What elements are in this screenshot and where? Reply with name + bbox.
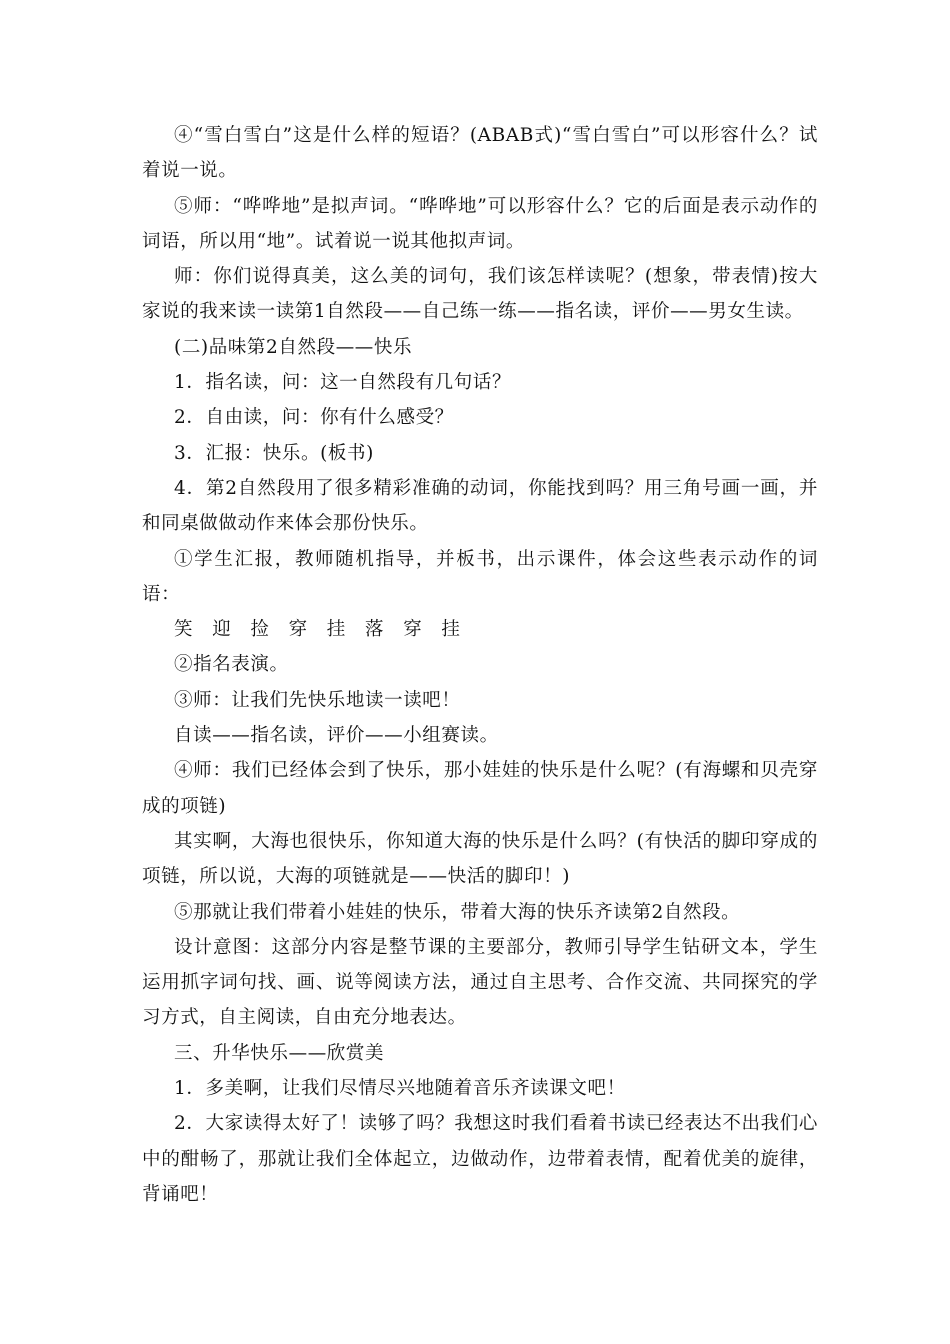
paragraph: ⑤那就让我们带着小娃娃的快乐，带着大海的快乐齐读第2自然段。 [174, 901, 741, 923]
paragraph: ④师：我们已经体会到了快乐，那小娃娃的快乐是什么呢？(有海螺和贝壳穿成的项链) [142, 760, 818, 817]
paragraph: 师：你们说得真美，这么美的词句，我们该怎样读呢？(想象，带表情)按大家说的我来读一读第1自然段——自己练一练——指名读，评价——男女生读。 [142, 266, 818, 323]
paragraph: 1．指名读，问：这一自然段有几句话？ [174, 372, 512, 394]
paragraph: 1．多美啊，让我们尽情尽兴地随着音乐齐读课文吧！ [174, 1078, 626, 1100]
section-heading: (二)品味第2自然段——快乐 [174, 336, 413, 358]
paragraph: 4．第2自然段用了很多精彩准确的动词，你能找到吗？用三角号画一画，并和同桌做做动作来体会那份快乐。 [142, 477, 818, 535]
section-heading: 三、升华快乐——欣赏美 [174, 1042, 385, 1064]
paragraph: 3．汇报：快乐。(板书) [174, 442, 374, 464]
design-intent-paragraph: 设计意图：这部分内容是整节课的主要部分，教师引导学生钻研文本，学生运用抓字词句找、画、说等阅读方法，通过自主思考、合作交流、共同探究的学习方式，自主阅读，自由充分地表达。 [142, 936, 818, 1029]
paragraph: ①学生汇报，教师随机指导，并板书，出示课件，体会这些表示动作的词语： [142, 548, 818, 605]
paragraph: ②指名表演。 [174, 654, 289, 676]
document-body [142, 118, 818, 1212]
paragraph: 自读——指名读，评价——小组赛读。 [174, 725, 499, 747]
paragraph: ⑤师：“哗哗地”是拟声词。“哗哗地”可以形容什么？它的后面是表示动作的词语，所以用“地”。试着说一说其他拟声词。 [142, 195, 818, 252]
paragraph: 其实啊，大海也很快乐，你知道大海的快乐是什么吗？(有快活的脚印穿成的项链，所以说，大海的项链就是——快活的脚印！) [142, 830, 818, 888]
paragraph: ④“雪白雪白”这是什么样的短语？(ABAB式)“雪白雪白”可以形容什么？试着说一说。 [142, 125, 818, 182]
verb-list: 笑 迎 捡 穿 挂 落 穿 挂 [174, 619, 461, 641]
paragraph: ③师：让我们先快乐地读一读吧！ [174, 689, 461, 711]
paragraph: 2．大家读得太好了！读够了吗？我想这时我们看着书读已经表达不出我们心中的酣畅了，那就让我们全体起立，边做动作，边带着表情，配着优美的旋律，背诵吧！ [142, 1113, 818, 1205]
paragraph: 2．自由读，问：你有什么感受？ [174, 407, 454, 429]
